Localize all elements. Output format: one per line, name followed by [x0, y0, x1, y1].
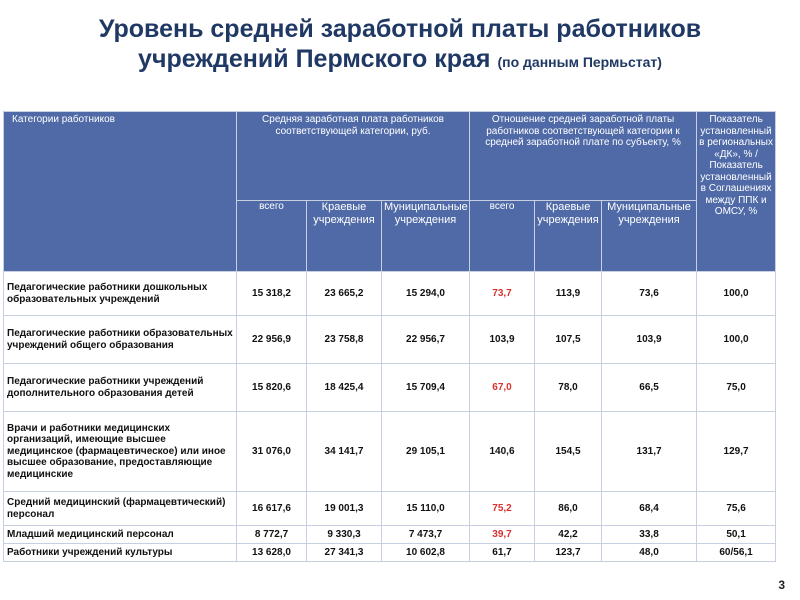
- row-value-cell: 15 110,0: [382, 492, 470, 526]
- row-value-cell: 10 602,8: [382, 544, 470, 562]
- row-category-name: Средний медицинский (фармацевтический) персонал: [4, 492, 237, 526]
- header-avg-salary: Средняя заработная плата работников соответствующей категории, руб.: [237, 112, 470, 201]
- row-value-cell: 23 665,2: [307, 272, 382, 316]
- row-value-cell: 7 473,7: [382, 526, 470, 544]
- row-value-cell: 15 820,6: [237, 364, 307, 412]
- row-value-cell: 15 294,0: [382, 272, 470, 316]
- row-value-cell: 8 772,7: [237, 526, 307, 544]
- subheader-regional-salary: Краевые учреждения: [307, 201, 382, 272]
- row-value-cell: 19 001,3: [307, 492, 382, 526]
- title-source-note: (по данным Пермьстат): [497, 54, 662, 70]
- row-value-cell: 27 341,3: [307, 544, 382, 562]
- table-row: [4, 316, 776, 364]
- row-value-cell: 75,6: [697, 492, 776, 526]
- row-value-cell: 68,4: [602, 492, 697, 526]
- row-value-cell: 131,7: [602, 412, 697, 492]
- row-value-cell: 15 709,4: [382, 364, 470, 412]
- row-value-cell: 107,5: [535, 316, 602, 364]
- header-indicator: Показатель установленный в региональных «ДК», % / Показатель установленный в Соглашениях между ППК и ОМСУ, %: [697, 112, 776, 272]
- title-line-2: [0, 44, 800, 77]
- slide-title: [0, 14, 800, 77]
- row-value-cell: 75,0: [697, 364, 776, 412]
- table-row: [4, 544, 776, 562]
- row-value-cell: 42,2: [535, 526, 602, 544]
- row-value-cell: 15 318,2: [237, 272, 307, 316]
- row-category-name: Работники учреждений культуры: [4, 544, 237, 562]
- table-row: [4, 412, 776, 492]
- row-value-cell: 39,7: [470, 526, 535, 544]
- row-value-cell: 23 758,8: [307, 316, 382, 364]
- row-value-cell: 66,5: [602, 364, 697, 412]
- title-line-2-main: учреждений Пермского края: [138, 45, 491, 73]
- salary-table: [3, 111, 776, 562]
- row-value-cell: 123,7: [535, 544, 602, 562]
- subheader-municipal-ratio: Муниципальные учреждения: [602, 201, 697, 272]
- row-category-name: Младший медицинский персонал: [4, 526, 237, 544]
- row-value-cell: 9 330,3: [307, 526, 382, 544]
- row-value-cell: 34 141,7: [307, 412, 382, 492]
- subheader-all-ratio: всего: [470, 201, 535, 272]
- row-value-cell: 67,0: [470, 364, 535, 412]
- row-value-cell: 78,0: [535, 364, 602, 412]
- row-value-cell: 103,9: [470, 316, 535, 364]
- header-ratio: Отношение средней заработной платы работников соответствующей категории к средней заработной плате по субъекту, %: [470, 112, 697, 201]
- header-categories: Категории работников: [4, 112, 237, 272]
- table-row: [4, 526, 776, 544]
- row-value-cell: 140,6: [470, 412, 535, 492]
- row-value-cell: 129,7: [697, 412, 776, 492]
- row-value-cell: 50,1: [697, 526, 776, 544]
- subheader-municipal-salary: Муниципальные учреждения: [382, 201, 470, 272]
- row-value-cell: 100,0: [697, 272, 776, 316]
- row-value-cell: 13 628,0: [237, 544, 307, 562]
- row-value-cell: 86,0: [535, 492, 602, 526]
- row-value-cell: 22 956,7: [382, 316, 470, 364]
- row-value-cell: 100,0: [697, 316, 776, 364]
- row-value-cell: 103,9: [602, 316, 697, 364]
- row-value-cell: 31 076,0: [237, 412, 307, 492]
- row-category-name: Педагогические работники учреждений дополнительного образования детей: [4, 364, 237, 412]
- row-value-cell: 22 956,9: [237, 316, 307, 364]
- row-category-name: Врачи и работники медицинских организаций, имеющие высшее медицинское (фармацевтическое) или иное высшее образование, предоставляющие медицинские: [4, 412, 237, 492]
- row-category-name: Педагогические работники дошкольных образовательных учреждений: [4, 272, 237, 316]
- table-row: [4, 364, 776, 412]
- row-value-cell: 73,7: [470, 272, 535, 316]
- row-value-cell: 73,6: [602, 272, 697, 316]
- row-value-cell: 154,5: [535, 412, 602, 492]
- table-row: [4, 492, 776, 526]
- row-value-cell: 29 105,1: [382, 412, 470, 492]
- page-number: 3: [778, 578, 785, 592]
- row-value-cell: 60/56,1: [697, 544, 776, 562]
- table-row: [4, 272, 776, 316]
- row-value-cell: 48,0: [602, 544, 697, 562]
- title-line-1: Уровень средней заработной платы работников: [98, 15, 702, 43]
- table-body: [4, 272, 776, 562]
- row-category-name: Педагогические работники образовательных учреждений общего образования: [4, 316, 237, 364]
- subheader-all-salary: всего: [237, 201, 307, 272]
- row-value-cell: 75,2: [470, 492, 535, 526]
- row-value-cell: 16 617,6: [237, 492, 307, 526]
- row-value-cell: 18 425,4: [307, 364, 382, 412]
- subheader-regional-ratio: Краевые учреждения: [535, 201, 602, 272]
- row-value-cell: 113,9: [535, 272, 602, 316]
- row-value-cell: 61,7: [470, 544, 535, 562]
- row-value-cell: 33,8: [602, 526, 697, 544]
